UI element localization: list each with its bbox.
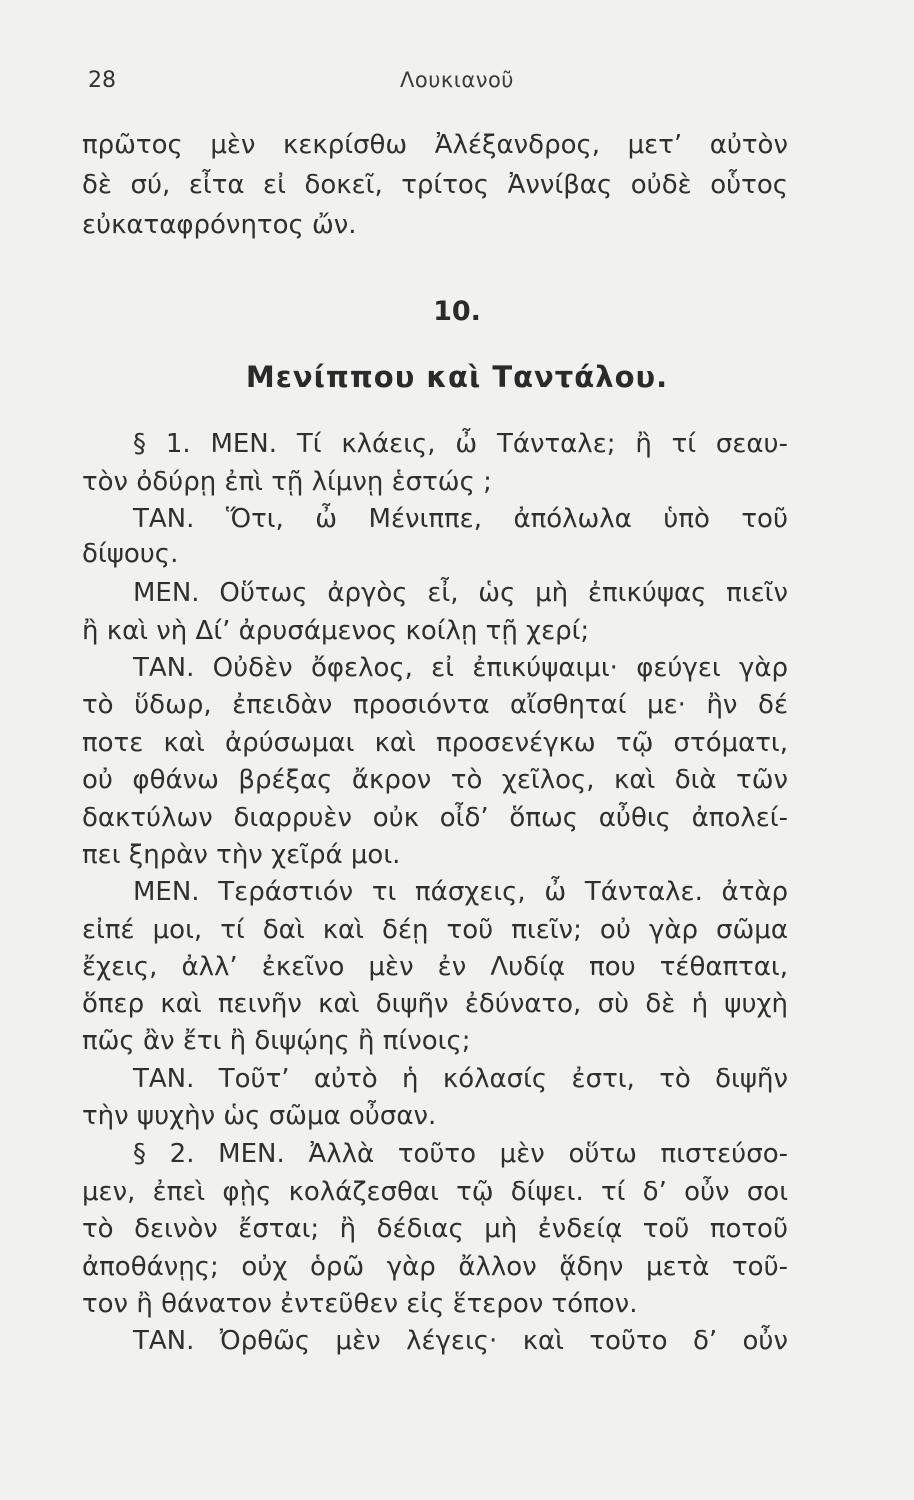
text-line: ὅπερ καὶ πεινῆν καὶ διψῆν ἐδύνατο, σὺ δὲ ἡ ψυχὴ: [82, 989, 788, 1019]
text-line: πῶς ἂν ἔτι ἢ διψῴης ἢ πίνοις;: [82, 1026, 471, 1056]
text-line: πρῶτος μὲν κεκρίσθω Ἀλέξανδρος, μετ’ αὐτὸν: [82, 130, 788, 160]
text-line: § 2. ΜΕΝ. Ἀλλὰ τοῦτο μὲν οὕτω πιστεύσο-: [133, 1139, 788, 1169]
text-line: τὸν ὀδύρῃ ἐπὶ τῇ λίμνῃ ἑστώς ;: [82, 467, 492, 497]
text-line: τὸ δεινὸν ἔσται; ἢ δέδιας μὴ ἐνδείᾳ τοῦ ποτοῦ: [82, 1214, 788, 1244]
text-line: ΤΑΝ. Οὐδὲν ὄφελος, εἰ ἐπικύψαιμι· φεύγει γὰρ: [133, 653, 788, 683]
text-line: πει ξηρὰν τὴν χεῖρά μοι.: [82, 840, 401, 870]
text-line: ἔχεις, ἀλλ’ ἐκεῖνο μὲν ἐν Λυδίᾳ που τέθαπται,: [82, 952, 788, 982]
text-line: δακτύλων διαρρυὲν οὐκ οἶδ’ ὅπως αὖθις ἀπολεί-: [82, 803, 788, 833]
text-line: § 1. ΜΕΝ. Τί κλάεις, ὦ Τάνταλε; ἢ τί σεαυ-: [133, 429, 788, 459]
text-line: εὐκαταφρόνητος ὤν.: [82, 210, 357, 240]
text-line: δὲ σύ, εἶτα εἰ δοκεῖ, τρίτος Ἀννίβας οὐδὲ οὗτος: [82, 170, 788, 200]
text-line: οὐ φθάνω βρέξας ἄκρον τὸ χεῖλος, καὶ διὰ τῶν: [82, 765, 788, 795]
text-line: τὴν ψυχὴν ὡς σῶμα οὖσαν.: [82, 1101, 437, 1131]
text-line: ΤΑΝ. Ὅτι, ὦ Μένιππε, ἀπόλωλα ὑπὸ τοῦ: [133, 504, 788, 534]
text-line: ΤΑΝ. Ὀρθῶς μὲν λέγεις· καὶ τοῦτο δ’ οὖν: [133, 1326, 788, 1356]
text-line: μεν, ἐπεὶ φῂς κολάζεσθαι τῷ δίψει. τί δ’ οὖν σοι: [82, 1177, 788, 1207]
text-line: δίψους.: [82, 539, 179, 569]
page-number: 28: [88, 68, 116, 93]
text-line: τον ἢ θάνατον ἐντεῦθεν εἰς ἕτερον τόπον.: [82, 1289, 638, 1319]
text-line: ἢ καὶ νὴ Δί’ ἀρυσάμενος κοίλῃ τῇ χερί;: [82, 616, 590, 646]
text-line: ΜΕΝ. Οὕτως ἀργὸς εἶ, ὡς μὴ ἐπικύψας πιεῖν: [133, 578, 788, 608]
text-line: ἀποθάνῃς; οὐχ ὁρῶ γὰρ ἄλλον ᾅδην μετὰ τοῦ-: [82, 1252, 788, 1282]
running-head: Λουκιανοῦ: [400, 68, 514, 92]
text-line: τὸ ὕδωρ, ἐπειδὰν προσιόντα αἴσθηταί με· ἢν δέ: [82, 690, 788, 720]
text-line: ΤΑΝ. Τοῦτ’ αὐτὸ ἡ κόλασίς ἐστι, τὸ διψῆν: [133, 1064, 788, 1094]
section-title: Μενίππου καὶ Ταντάλου.: [245, 360, 669, 394]
text-line: ΜΕΝ. Τεράστιόν τι πάσχεις, ὦ Τάνταλε. ἀτὰρ: [133, 877, 788, 907]
text-line: εἰπέ μοι, τί δαὶ καὶ δέῃ τοῦ πιεῖν; οὐ γὰρ σῶμα: [82, 915, 788, 945]
text-line: ποτε καὶ ἀρύσωμαι καὶ προσενέγκω τῷ στόματι,: [82, 728, 788, 758]
section-number: 10.: [433, 296, 481, 327]
